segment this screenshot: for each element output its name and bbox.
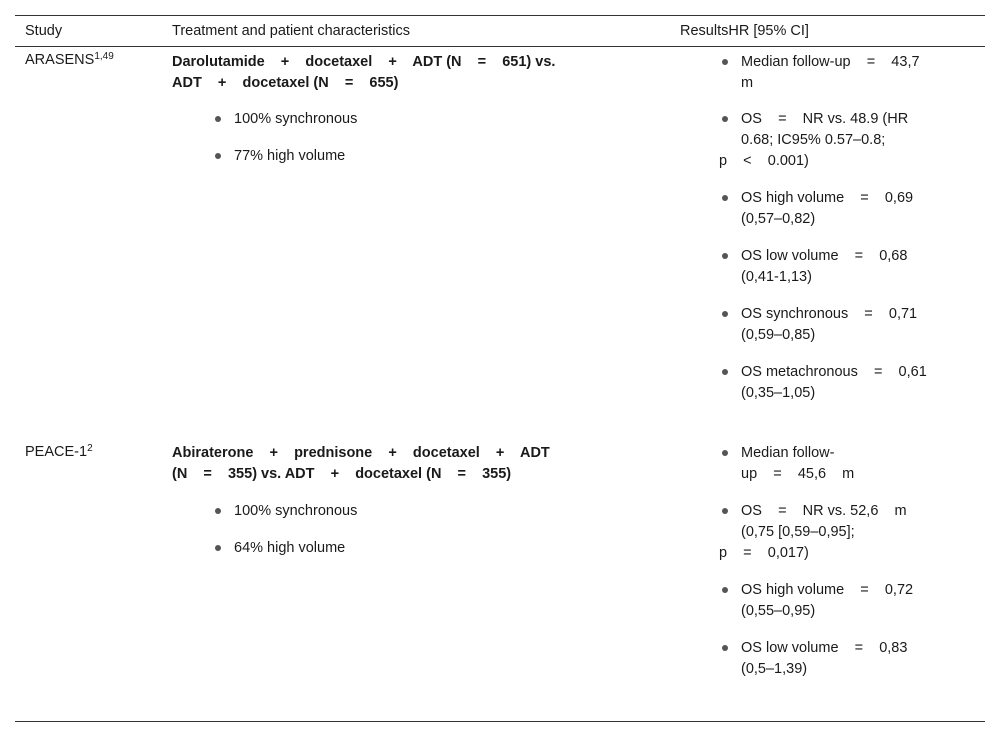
result-line: OS low volume = 0,68 xyxy=(741,248,908,264)
bullet-icon xyxy=(215,116,221,122)
result-line: 0.68; IC95% 0.57–0.8; xyxy=(741,132,886,148)
characteristic-item: 64% high volume xyxy=(234,540,346,556)
study-label: PEACE-1 xyxy=(25,444,88,460)
column-header-results: ResultsHR [95% CI] xyxy=(680,23,809,39)
study-reference: 1,49 xyxy=(94,51,114,62)
treatment-line-1: Darolutamide + docetaxel + ADT (N = 651) vs. xyxy=(172,54,556,70)
table-top-rule xyxy=(15,15,985,16)
bullet-icon xyxy=(722,645,728,651)
result-line: (0,41-1,13) xyxy=(741,269,812,285)
result-line: OS high volume = 0,69 xyxy=(741,190,914,206)
bullet-icon xyxy=(722,195,728,201)
bullet-icon xyxy=(722,450,728,456)
result-line: OS high volume = 0,72 xyxy=(741,582,914,598)
header-bottom-rule xyxy=(15,46,985,47)
result-line: OS low volume = 0,83 xyxy=(741,640,908,656)
characteristic-item: 100% synchronous xyxy=(234,503,358,519)
bullet-icon xyxy=(722,59,728,65)
study-name-peace-1 xyxy=(25,442,93,463)
treatment-line-2: (N = 355) vs. ADT + docetaxel (N = 355) xyxy=(172,466,512,482)
bullet-icon xyxy=(215,153,221,159)
result-line: p = 0,017) xyxy=(719,545,809,561)
result-line: (0,75 [0,59–0,95]; xyxy=(741,524,855,540)
bullet-icon xyxy=(722,311,728,317)
result-line: OS = NR vs. 48.9 (HR xyxy=(741,111,909,127)
bullet-icon xyxy=(215,545,221,551)
characteristic-item: 100% synchronous xyxy=(234,111,358,127)
result-line: p < 0.001) xyxy=(719,153,809,169)
treatment-line-1: Abiraterone + prednisone + docetaxel + ADT xyxy=(172,445,550,461)
bullet-icon xyxy=(722,508,728,514)
result-line: OS metachronous = 0,61 xyxy=(741,364,927,380)
result-line: (0,35–1,05) xyxy=(741,385,816,401)
column-header-study: Study xyxy=(25,23,63,39)
result-line: up = 45,6 m xyxy=(741,466,855,482)
column-header-treatment: Treatment and patient characteristics xyxy=(172,23,411,39)
bullet-icon xyxy=(722,116,728,122)
result-line: OS = NR vs. 52,6 m xyxy=(741,503,907,519)
study-label: ARASENS xyxy=(25,52,95,68)
result-line: (0,5–1,39) xyxy=(741,661,808,677)
result-line: m xyxy=(741,75,754,91)
bullet-icon xyxy=(215,508,221,514)
result-line: (0,59–0,85) xyxy=(741,327,816,343)
result-line: (0,55–0,95) xyxy=(741,603,816,619)
characteristic-item: 77% high volume xyxy=(234,148,346,164)
treatment-line-2: ADT + docetaxel (N = 655) xyxy=(172,75,399,91)
result-line: Median follow-up = 43,7 xyxy=(741,54,920,70)
study-reference: 2 xyxy=(87,443,93,454)
table-bottom-rule xyxy=(15,721,985,722)
study-name-arasens xyxy=(25,50,114,71)
bullet-icon xyxy=(722,369,728,375)
result-line: OS synchronous = 0,71 xyxy=(741,306,918,322)
bullet-icon xyxy=(722,587,728,593)
bullet-icon xyxy=(722,253,728,259)
result-line: Median follow- xyxy=(741,445,835,461)
result-line: (0,57–0,82) xyxy=(741,211,816,227)
